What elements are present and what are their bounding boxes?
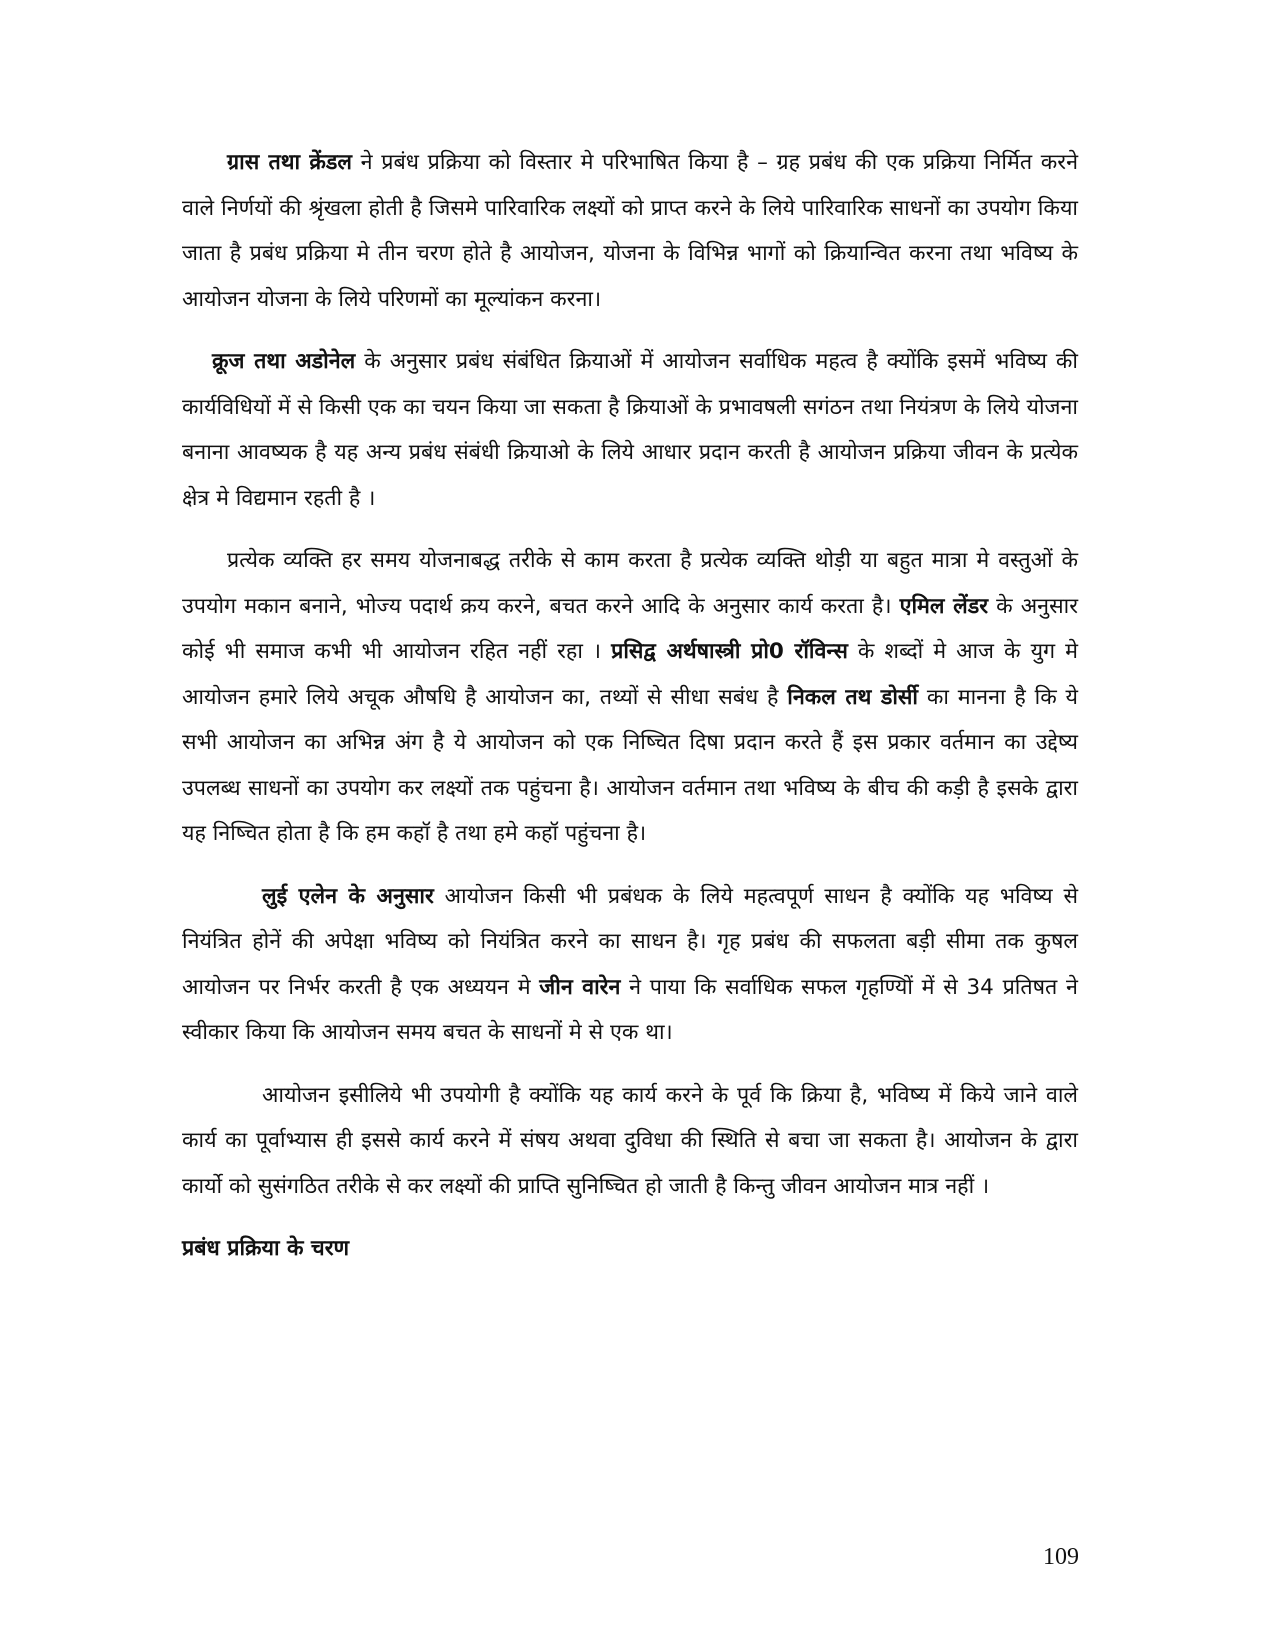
- author-name: जीन वारेन: [539, 974, 621, 1000]
- section-heading: प्रबंध प्रक्रिया के चरण: [182, 1236, 350, 1261]
- paragraph-every-person: [182, 538, 1078, 857]
- author-name: एमिल लेंडर: [899, 593, 989, 619]
- paragraph-planning-useful: [182, 1073, 1078, 1210]
- paragraph-text: के अनुसार कोई भी समाज कभी भी आयोजन रहित नहीं रहा ।: [182, 593, 1078, 664]
- paragraph-text: के शब्दों मे आज के युग मे आयोजन हमारे लिये अचूक औषधि है आयोजन का, तथ्यों से सीधा सबंध है: [182, 639, 1079, 710]
- author-name: क्रूज तथा अडोनेल: [212, 349, 356, 374]
- author-name: लुई एलेन के अनुसार: [262, 883, 434, 909]
- paragraph-kruz-adonel: [182, 339, 1078, 521]
- paragraph-text: आयोजन इसीलिये भी उपयोगी है क्योंकि यह कार्य करने के पूर्व कि क्रिया है, भविष्य में किये जाने वाले कार्य का पूर्वाभ्यास ही इससे कार्य करने में संषय अथवा दुविधा की स्थिति से बचा जा सकता है। आयोजन के द्वारा कार्यो को सुसंगठित तरीके से कर लक्ष्यों की प्राप्ति सुनिष्चित हो जाती है किन्तु जीवन आयोजन मात्र नहीं ।: [182, 1082, 1078, 1199]
- paragraph-text: ने प्रबंध प्रक्रिया को विस्तार मे परिभाषित किया है – ग्रह प्रबंध की एक प्रक्रिया निर्मित करने वाले निर्णयों की श्रृंखला होती है जिसमे पारिवारिक लक्ष्यों को प्राप्त करने के लिये पारिवारिक साधनों का उपयोग किया जाता है प्रबंध प्रक्रिया मे तीन चरण होते है आयोजन, योजना के विभिन्न भागों को क्रियान्वित करना तथा भविष्य के आयोजन योजना के लिये परिणमों का मूल्यांकन करना।: [182, 150, 1079, 312]
- page-number: 109: [1043, 1544, 1079, 1570]
- author-name: निकल तथ डोर्सी: [787, 684, 918, 710]
- page-content: [182, 140, 1078, 1271]
- paragraph-text: प्रत्येक व्यक्ति हर समय योजनाबद्ध तरीके से काम करता है प्रत्येक व्यक्ति थोड़ी या बहुत मात्रा मे वस्तुओं के उपयोग मकान बनाने, भोज्य पदार्थ क्रय करने, बचत करने आदि के अनुसार कार्य करता है।: [182, 548, 1078, 619]
- paragraph-gross-crandall: [182, 140, 1078, 322]
- paragraph-louis-allen: [182, 874, 1078, 1056]
- author-name: प्रसिद्व अर्थषास्त्री प्रो0 रॉविन्स: [611, 639, 848, 664]
- paragraph-text: ने पाया कि सर्वाधिक सफल गृहण्यिों में से 34 प्रतिषत ने स्वीकार किया कि आयोजन समय बचत के साधनों मे से एक था।: [182, 974, 1078, 1045]
- paragraph-text: के अनुसार प्रबंध संबंधित क्रियाओं में आयोजन सर्वाधिक महत्व है क्योंकि इसमें भविष्य की कार्यविधियों में से किसी एक का चयन किया जा सकता है क्रियाओं के प्रभावषली सगंठन तथा नियंत्रण के लिये योजना बनाना आवष्यक है यह अन्य प्रबंध संबंधी क्रियाओ के लिये आधार प्रदान करती है आयोजन प्रक्रिया जीवन के प्रत्येक क्षेत्र मे विद्यमान रहती है ।: [182, 349, 1078, 511]
- paragraph-text: आयोजन किसी भी प्रबंधक के लिये महत्वपूर्ण साधन है क्योंकि यह भविष्य से नियंत्रित होनें की अपेक्षा भविष्य को नियंत्रित करने का साधन है। गृह प्रबंध की सफलता बड़ी सीमा तक कुषल आयोजन पर निर्भर करती है एक अध्ययन मे: [182, 883, 1078, 1000]
- author-name: ग्रास तथा क्रेंडल: [227, 150, 353, 175]
- paragraph-text: का मानना है कि ये सभी आयोजन का अभिन्न अंग है ये आयोजन को एक निष्चित दिषा प्रदान करते हैं इस प्रकार वर्तमान का उद्देष्य उपलब्ध साधनों का उपयोग कर लक्ष्यों तक पहुंचना है। आयोजन वर्तमान तथा भविष्य के बीच की कड़ी है इसके द्वारा यह निष्चित होता है कि हम कहॉ है तथा हमे कहॉ पहुंचना है।: [182, 684, 1078, 846]
